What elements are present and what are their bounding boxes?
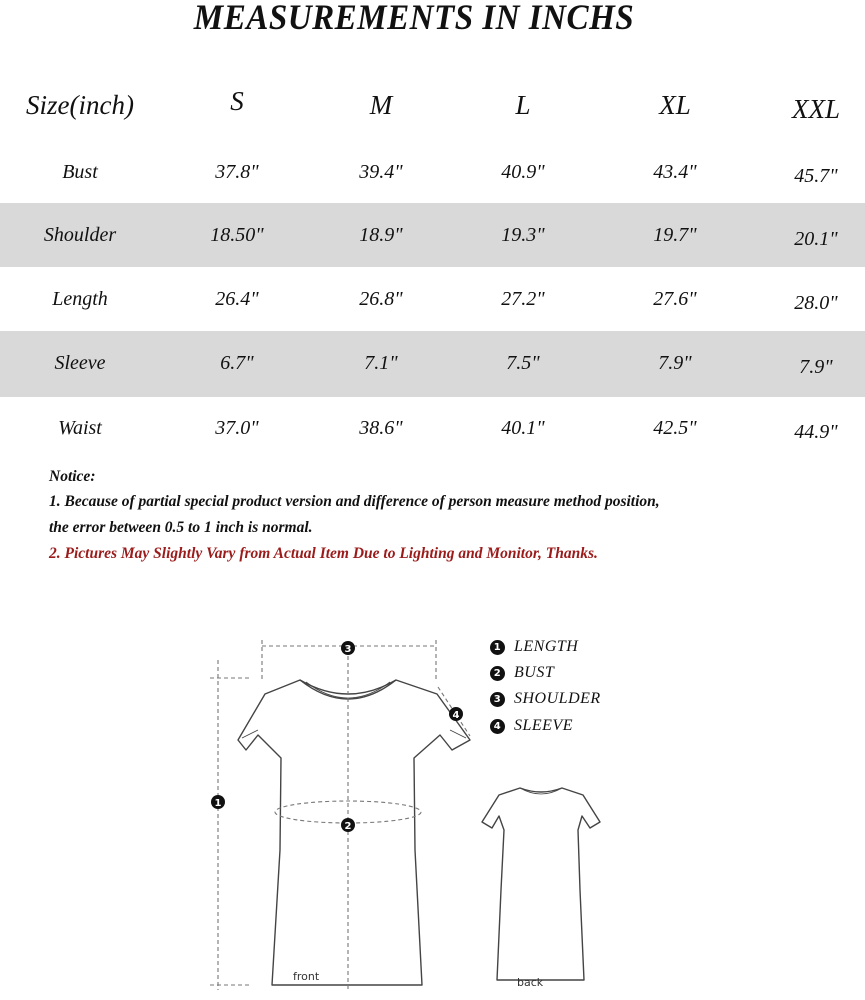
table-cell: 26.4" [215, 288, 259, 310]
front-caption: front [293, 970, 320, 983]
table-cell: 38.6" [359, 417, 403, 439]
legend-label: LENGTH [514, 638, 579, 655]
number-badge-icon: 4 [490, 719, 505, 734]
table-cell: 26.8" [359, 288, 403, 310]
back-tshirt-outline [482, 788, 600, 980]
table-row [0, 267, 865, 331]
table-cell: 27.6" [653, 288, 697, 310]
table-cell: 7.5" [506, 352, 540, 374]
legend-label: SLEEVE [514, 717, 573, 734]
table-cell: 39.4" [359, 161, 403, 183]
row-label: Waist [58, 417, 102, 439]
row-label: Sleeve [54, 352, 106, 374]
table-row [0, 396, 865, 460]
table-cell: 40.9" [501, 161, 545, 183]
marker-shoulder-label: 3 [344, 644, 352, 655]
page-title: MEASUREMENTS IN INCHS [193, 0, 635, 37]
table-cell: 37.8" [215, 161, 259, 183]
table-cell: 40.1" [501, 417, 545, 439]
back-caption: back [517, 976, 544, 989]
legend-label: BUST [514, 664, 555, 681]
row-label: Shoulder [43, 224, 117, 246]
legend-item-shoulder [490, 690, 601, 708]
table-row [0, 331, 865, 397]
table-cell: 19.3" [501, 224, 545, 246]
table-cell: 6.7" [220, 352, 254, 374]
table-cell: 43.4" [653, 161, 697, 183]
table-cell: 45.7" [794, 165, 838, 187]
table-cell: 19.7" [653, 224, 697, 246]
notice-line-3: 2. Pictures May Slightly Vary from Actual Item Due to Lighting and Monitor, Thanks. [49, 545, 598, 562]
table-cell: 7.9" [799, 356, 833, 378]
legend-item-bust [490, 664, 554, 682]
table-cell: 42.5" [653, 417, 697, 439]
number-badge-icon: 3 [490, 692, 505, 707]
table-cell: 7.1" [364, 352, 398, 374]
marker-bust-label: 2 [344, 821, 352, 832]
table-row [0, 203, 865, 267]
table-cell: 27.2" [501, 288, 545, 310]
row-label: Length [52, 288, 108, 310]
table-header-row [0, 73, 865, 137]
table-cell: 20.1" [794, 228, 838, 250]
notice-line-2: the error between 0.5 to 1 inch is normal. [49, 519, 313, 536]
size-l-header: L [515, 90, 531, 120]
marker-sleeve-label: 4 [452, 710, 460, 721]
front-tshirt-outline [238, 680, 470, 985]
size-m-header: M [369, 90, 393, 120]
number-badge-icon: 1 [490, 640, 505, 655]
marker-length-label: 1 [214, 798, 222, 809]
legend-label: SHOULDER [514, 690, 601, 707]
notice-line-1: 1. Because of partial special product version and difference of person measure method position, [49, 493, 660, 510]
row-label: Bust [62, 161, 98, 183]
size-xl-header: XL [659, 90, 691, 120]
table-cell: 7.9" [658, 352, 692, 374]
legend-item-sleeve [490, 717, 573, 735]
number-badge-icon: 2 [490, 666, 505, 681]
size-s-header: S [230, 86, 244, 116]
size-xxl-header: XXL [791, 94, 840, 124]
tshirt-measurement-diagram [0, 590, 865, 1000]
table-cell: 18.50" [210, 224, 264, 246]
table-row [0, 140, 865, 204]
notice-heading: Notice: [49, 468, 96, 485]
table-cell: 44.9" [794, 421, 838, 443]
legend-item-length [490, 638, 578, 656]
table-cell: 37.0" [215, 417, 259, 439]
table-cell: 18.9" [359, 224, 403, 246]
table-cell: 28.0" [794, 292, 838, 314]
size-header-label: Size(inch) [26, 90, 134, 120]
